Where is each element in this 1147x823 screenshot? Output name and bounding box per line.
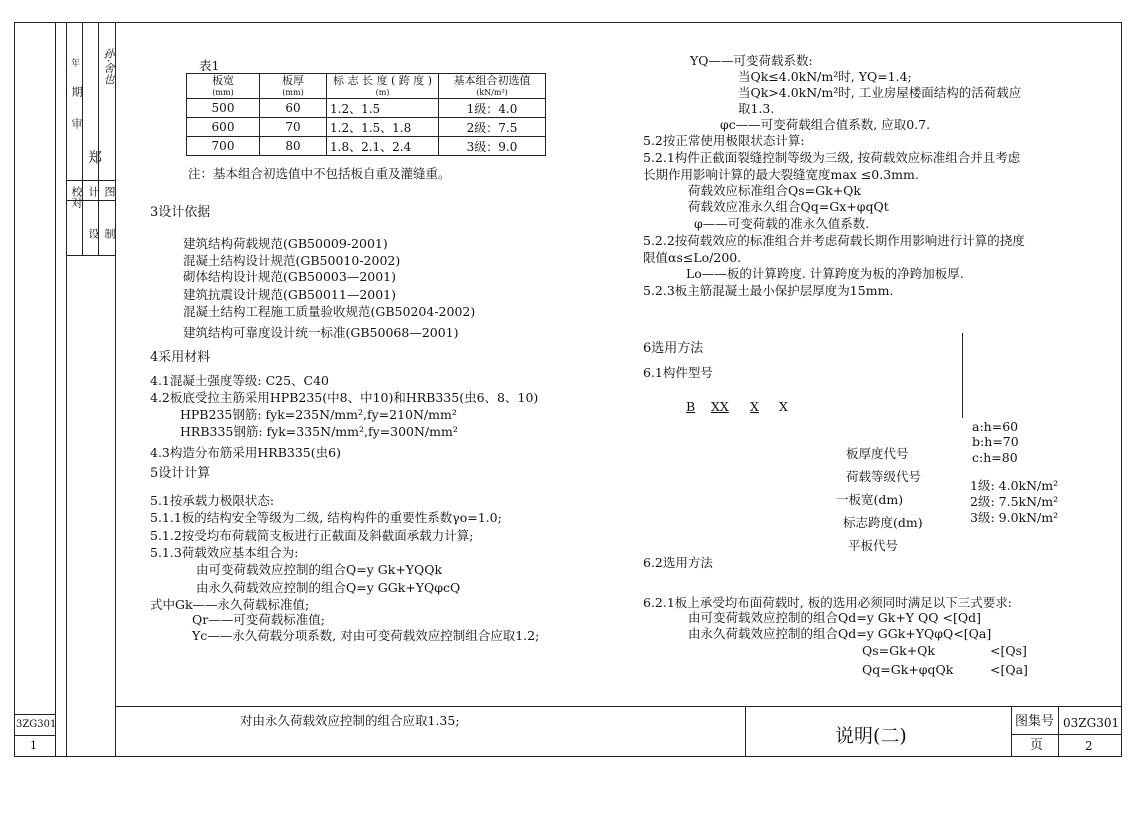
section-4-title: 4采用材料	[150, 350, 211, 365]
section-3-title: 3设计依据	[150, 205, 211, 220]
stamp-label-name: 郑	[86, 150, 102, 164]
h-b: b:h=70	[972, 434, 1019, 449]
margin-sheet-code: 3ZG301	[16, 719, 57, 730]
drawing-title: 说明(二)	[835, 725, 907, 747]
label-span: 标志跨度(dm)	[843, 515, 923, 530]
s3-item: 混凝土结构工程施工质量验收规范(GB50204-2002)	[183, 304, 476, 319]
s5-1: 5.1按承载力极限状态:	[150, 493, 275, 508]
s4-3: 4.3构造分布筋采用HRB335(虫6)	[150, 445, 341, 460]
s6-2: 6.2选用方法	[643, 555, 713, 570]
s3-item: 建筑结构可靠度设计统一标准(GB50068—2001)	[183, 325, 459, 340]
code-b: B	[686, 399, 696, 414]
s3-item: 砌体结构设计规范(GB50003—2001)	[183, 269, 397, 284]
level-2: 2级: 7.5kN/m²	[970, 494, 1059, 509]
r-yq2: 当Qk>4.0kN/m²时, 工业房屋楼面结构的活荷载应	[738, 85, 1022, 100]
s6-1: 6.1构件型号	[643, 365, 713, 380]
s4-1: 4.1混凝土强度等级: C25、C40	[150, 373, 330, 388]
stamp-label-calc: 计	[87, 186, 100, 197]
s4-2: 4.2板底受拉主筋采用HPB235(中8、中10)和HRB335(虫6、8、10)	[150, 390, 539, 405]
table1-header-thickness: 板厚 (mm)	[260, 74, 327, 99]
s5-formula-2: 由永久荷载效应控制的组合Q=y GGk+YQφcQ	[196, 580, 461, 595]
r-s5-2-2a: 5.2.2按荷载效应的标准组合并考虑荷载长期作用影响进行计算的挠度	[643, 233, 1025, 248]
code-xx: XX	[711, 399, 729, 414]
table-row: 700 80 1.8、2.1、2.4 3级：9.0	[187, 137, 546, 156]
s4-2b: HRB335钢筋: fyk=335N/mm²,fy=300N/mm²	[180, 424, 458, 439]
page-label: 页	[1030, 738, 1044, 753]
check-1: 由可变荷载效应控制的组合Qd=y Gk+Y QQ <[Qd]	[688, 610, 981, 625]
s5-qr: Qr——可变荷载标准值;	[192, 612, 325, 627]
level-1: 1级: 4.0kN/m²	[970, 478, 1059, 493]
margin-sheet-no: 1	[30, 739, 37, 752]
s4-2a: HPB235钢筋: fyk=235N/mm²,fy=210N/mm²	[180, 407, 457, 422]
code-x2: X	[779, 399, 788, 414]
s3-item: 混凝土结构设计规范(GB50010-2002)	[183, 253, 401, 268]
check-2: 由永久荷载效应控制的组合Qd=y GGk+YQφQ<[Qa]	[688, 626, 992, 641]
table1-header-width: 板宽 (mm)	[187, 74, 260, 99]
page-value: 2	[1085, 739, 1093, 753]
r-s5-2-1b: 长期作用影响计算的最大裂缝宽度max ≤0.3mm.	[643, 167, 919, 182]
table1-caption: 表1	[199, 58, 220, 73]
section-6-title: 6选用方法	[643, 341, 704, 356]
h-c: c:h=80	[972, 450, 1018, 465]
code-x1: X	[750, 399, 759, 414]
label-plate-code: 平板代号	[848, 538, 899, 553]
check-4-limit: <[Qa]	[990, 662, 1028, 677]
signature: 孙·舍也	[102, 48, 115, 85]
stamp-label-year: 年	[69, 58, 79, 67]
label-width: 一板宽(dm)	[836, 492, 904, 507]
table1-header-span: 标 志 长 度 ( 跨 度 ) (m)	[327, 74, 439, 99]
s5-1-3: 5.1.3荷载效应基本组合为:	[150, 545, 299, 560]
table1	[186, 73, 546, 156]
s5-gk: 式中Gk——永久荷载标准值;	[150, 597, 310, 612]
table1-note: 注：基本组合初选值中不包括板自重及灌缝重。	[188, 166, 451, 181]
section-5-title: 5设计计算	[150, 466, 211, 481]
s6-2-1: 6.2.1板上承受均布面荷载时, 板的选用必须同时满足以下三式要求:	[643, 595, 1012, 610]
r-yq3: 取1.3.	[738, 101, 775, 116]
stamp-label-drawing: 图	[103, 186, 116, 197]
atlas-label: 图集号	[1015, 714, 1055, 729]
atlas-value: 03ZG301	[1063, 716, 1120, 730]
table1-header-load: 基本组合初选值 (kN/m²)	[439, 74, 546, 99]
r-s5-2-2b: 限值αs≤Lo/200.	[643, 250, 742, 265]
table-row: 600 70 1.2、1.5、1.8 2级：7.5	[187, 118, 546, 137]
r-s5-2: 5.2按正常使用极限状态计算:	[643, 133, 805, 148]
stamp-label-review: 审	[70, 118, 83, 129]
stamp-label-check: 校对	[70, 186, 83, 208]
r-formula-quasi: 荷载效应准永久组合Qq=Gx+φqQt	[688, 199, 889, 214]
label-load-code: 荷载等级代号	[846, 469, 922, 484]
r-yq: YQ——可变荷载系数:	[690, 53, 813, 68]
s5-formula-1: 由可变荷载效应控制的组合Q=y Gk+YQQk	[196, 562, 443, 577]
check-3-limit: <[Qs]	[990, 643, 1027, 658]
r-lo: Lo——板的计算跨度. 计算跨度为板的净跨加板厚.	[686, 266, 964, 281]
level-3: 3级: 9.0kN/m²	[970, 510, 1059, 525]
r-s5-2-3: 5.2.3板主筋混凝土最小保护层厚度为15mm.	[643, 283, 894, 298]
label-thickness-code: 板厚度代号	[846, 446, 909, 461]
s5-continuation: 对由永久荷载效应控制的组合应取1.35;	[240, 713, 460, 728]
stamp-label-design: 设	[87, 228, 100, 239]
s3-item: 建筑抗震设计规范(GB50011—2001)	[183, 287, 397, 302]
r-s5-2-1a: 5.2.1构件正截面裂缝控制等级为三级, 按荷载效应标准组合并且考虑	[643, 150, 1021, 165]
check-3-formula: Qs=Gk+Qk	[862, 643, 935, 658]
s3-item: 建筑结构荷载规范(GB50009-2001)	[183, 236, 388, 251]
table-row: 500 60 1.2、1.5 1级：4.0	[187, 99, 546, 118]
h-a: a:h=60	[972, 419, 1019, 434]
stamp-label-draw: 制	[103, 228, 116, 239]
s5-1-1: 5.1.1板的结构安全等级为二级, 结构构件的重要性系数γo=1.0;	[150, 510, 502, 525]
r-formula-std: 荷载效应标准组合Qs=Gk+Qk	[688, 183, 861, 198]
check-4-formula: Qq=Gk+φqQk	[862, 662, 954, 677]
r-formula-phi: φ——可变荷载的准永久值系数.	[694, 216, 870, 231]
s5-yc: Yc——永久荷载分项系数, 对由可变荷载效应控制组合应取1.2;	[192, 628, 540, 643]
r-yq1: 当Qk≤4.0kN/m²时, YQ=1.4;	[738, 69, 912, 84]
stamp-label-period: 期	[70, 86, 83, 97]
s5-1-2: 5.1.2按受均布荷载简支板进行正截面及斜截面承载力计算;	[150, 528, 474, 543]
r-phic: φc——可变荷载组合值系数, 应取0.7.	[720, 117, 931, 132]
